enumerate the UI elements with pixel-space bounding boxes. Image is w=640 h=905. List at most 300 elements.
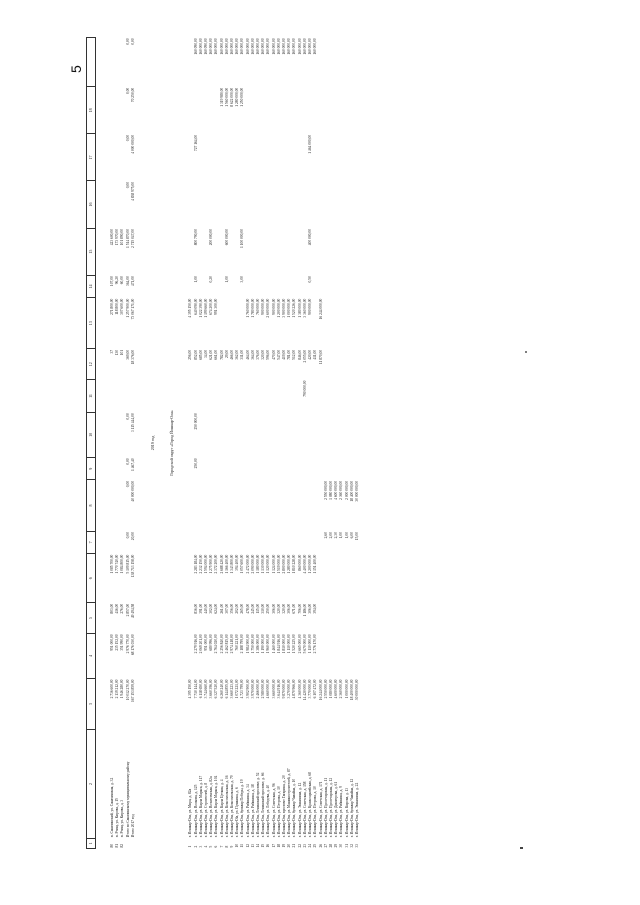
table-body <box>87 38 361 849</box>
table-cell: 1 594 000,00 <box>204 554 209 574</box>
table-cell: 3 360 000,00 <box>302 298 307 318</box>
table-cell: 803,00 <box>110 603 114 614</box>
table-cell: 19 <box>282 843 287 848</box>
table-cell: 369,00 <box>125 349 130 360</box>
table-cell: 1 <box>188 845 193 848</box>
table-cell: 1 960 000,00 <box>266 634 271 654</box>
table-cell: 3 <box>87 679 96 730</box>
table-cell: 2 600 000,00 <box>266 298 271 318</box>
table-cell: 49 494,58 <box>130 603 135 619</box>
table-cell: 15 <box>87 228 96 275</box>
table-cell: 160 000,00 <box>282 38 287 55</box>
table-cell: 1 460 000,00 <box>271 634 276 654</box>
table-cell: г. Йошкар-Ола, ул. Карла Маркса, д. 104 <box>214 775 219 838</box>
table-cell <box>355 457 360 480</box>
table-cell: 2019 год <box>150 435 156 451</box>
table-cell: 265,00 <box>240 603 245 614</box>
table-cell: 6 <box>214 845 219 848</box>
table-cell: 2,30 <box>334 532 339 539</box>
table-cell: 1 464 000,00 <box>308 134 313 154</box>
table-cell: 320,00 <box>261 349 266 360</box>
table-cell: 900 000,00 <box>271 298 276 315</box>
table-cell: 160 000,00 <box>292 38 297 55</box>
table-cell: г. Йошкар-Ола, ул. Комсомольская, д. 16 <box>224 775 229 838</box>
table-cell: 364,00 <box>125 276 130 287</box>
table-cell: 34,00 <box>204 349 209 358</box>
table-cell: 13 <box>250 843 255 848</box>
table-cell: 2 976 770,00 <box>125 634 130 654</box>
table-cell: 364,00 <box>250 349 255 360</box>
table-cell: 30 000 000,00 <box>354 480 359 502</box>
table-cell: 1 200 000,00 <box>276 298 281 318</box>
table-cell: 2 550 000,00 <box>323 480 328 500</box>
table-cell: 160 000,00 <box>214 38 219 55</box>
table-cell: 18 400 000,00 <box>349 679 354 701</box>
table-cell: 1 844 916,00 <box>276 634 281 654</box>
table-cell: 4 600 000,00 <box>334 679 339 699</box>
table-cell: г. Йошкар-Ола, ул. Рябинина, д. 9 <box>339 786 344 838</box>
table-cell: 6,00 <box>349 532 354 539</box>
table-cell: 6 118 650,00 <box>198 679 203 699</box>
table-cell: 13 <box>87 298 96 349</box>
table-cell: г. Йошкар-Ола, ул. Советская, д. 171 <box>318 781 323 838</box>
table-cell: 466,00 <box>230 349 235 360</box>
table-cell: 101 <box>120 349 125 356</box>
table-cell: 0,00 <box>125 532 130 539</box>
table-cell: 600 000,00 <box>224 229 229 246</box>
table-cell: 320,00 <box>276 603 281 614</box>
table-cell: 9 <box>230 845 235 848</box>
table-cell: 790 000,00 <box>302 380 307 397</box>
table-cell: 836,00 <box>193 603 198 614</box>
table-cell: 17 <box>271 843 276 848</box>
table-cell <box>355 554 360 603</box>
table-cell: 2 055,00 <box>302 349 307 363</box>
table-cell: 18 400 000,00 <box>349 480 354 502</box>
table-cell: 250 000,00 <box>193 413 198 430</box>
table-cell: 0,50 <box>308 276 313 283</box>
table-cell: 9 870 000,00 <box>282 679 287 699</box>
table-cell: 3 644 916,00 <box>276 679 281 699</box>
table-cell: 306,00 <box>308 603 313 614</box>
table-cell: г. Йошкар-Ола, ул. Пролетарская, д. 11 <box>323 777 328 838</box>
table-cell: 391,00 <box>198 603 203 614</box>
table-cell: 1 190 000,00 <box>261 634 266 654</box>
table-cell: 4 395 150,00 <box>188 679 193 699</box>
table-cell: 2 550 000,00 <box>323 679 328 699</box>
table-cell: г. Йошкар-Ола, ул. Лебедева, д. 40 <box>266 784 271 838</box>
table-cell: г. Йошкар-Ола, ул. Рябинина, д. 18 <box>250 784 255 838</box>
table-cell <box>355 298 360 349</box>
table-cell: 160 090,00 <box>193 38 198 55</box>
table-cell: г. Йошкар-Ола, ул. Строителей, д. 8 <box>204 782 209 838</box>
table-cell: 4 660 000,00 <box>266 679 271 699</box>
table-cell: 671,00 <box>292 603 297 614</box>
table-cell: 160 000,00 <box>224 38 229 55</box>
table-cell: г. Йошкар-Ола, бульвар Победы, д. 19 <box>240 779 245 838</box>
table-cell: 2 974 418,00 <box>230 634 235 654</box>
table-cell: г. Йошкар-Ола, ул. Карла Маркса, д. 117 <box>198 775 203 838</box>
table-cell: 27 <box>323 843 328 848</box>
table-cell: 5 <box>87 603 96 634</box>
table-cell: 37 <box>110 349 114 354</box>
table-cell: 624,00 <box>214 603 219 614</box>
table-cell: 547,00 <box>276 349 281 360</box>
table-cell: 3 660 000,00 <box>271 679 276 699</box>
table-cell <box>355 228 360 275</box>
table-cell: 2 688 420,00 <box>219 554 224 574</box>
spacer-row <box>155 38 169 849</box>
table-cell: 68 176 030,00 <box>130 634 135 656</box>
table-cell: 4 000 000,00 <box>130 134 135 154</box>
table-cell: 900 000,00 <box>308 298 313 315</box>
table-cell: 18 <box>276 843 281 848</box>
table-cell: 2 466 000,00 <box>256 679 261 699</box>
table-cell: 2 462 815,00 <box>224 634 229 654</box>
table-cell: 420,00 <box>308 349 313 360</box>
table-cell: 1 770 740,00 <box>115 554 120 574</box>
table-cell: 20 <box>287 843 292 848</box>
table-cell: 2 188 799,00 <box>240 634 245 654</box>
table-cell: 0,00 <box>125 458 130 465</box>
table-cell: 760 000,00 <box>256 298 261 315</box>
table-cell: 3 270 000,00 <box>287 679 292 699</box>
table-cell: 60,00 <box>120 276 125 285</box>
table-cell: 1 080 000,00 <box>328 679 333 699</box>
table-cell: 2 139 212,00 <box>115 679 120 699</box>
table-cell: 394 400,00 <box>235 554 240 571</box>
table-cell: 160 000,00 <box>266 38 271 55</box>
table-cell: 28 <box>328 843 333 848</box>
table-cell: 2 580 000,00 <box>261 679 266 699</box>
table-cell: 423 600,00 <box>110 229 114 246</box>
table-cell: 4 <box>87 634 96 679</box>
table-cell <box>136 38 150 849</box>
table-cell: 160 000,00 <box>230 38 235 55</box>
table-cell: 1 022 390,00 <box>198 298 203 318</box>
table-cell: 235 152,00 <box>115 634 120 651</box>
table-cell: 2 857,00 <box>125 603 130 617</box>
table-cell: 15,00 <box>354 532 359 541</box>
table-cell: 1 110 000,00 <box>287 634 292 654</box>
table-cell: 362,00 <box>235 349 240 360</box>
table-cell: г. Йошкар-Ола, ул. Вознесенская, д. 82а <box>209 776 214 838</box>
table-cell <box>355 603 360 634</box>
table-cell: 4 395 150,00 <box>188 298 193 318</box>
spacer-row <box>174 38 188 849</box>
table-cell: 6 107 472,00 <box>313 679 318 699</box>
table-cell: г. Йошкар-Ола, ул. Машиностроителей, д. 87 <box>287 768 292 838</box>
table-cell: 1 984 900,00 <box>245 634 250 654</box>
table-cell: 2 715 047,00 <box>130 229 135 248</box>
table-cell: 1 000 000,00 <box>287 298 292 318</box>
table-cell: 29 <box>334 843 339 848</box>
table-cell: 1 130 000,00 <box>261 554 266 574</box>
table-cell <box>355 275 360 298</box>
table-cell: 31 <box>344 843 349 848</box>
table-cell: 160 000,00 <box>271 38 276 55</box>
table-cell: 1 200 000,00 <box>308 554 313 574</box>
table-cell: 2 069 201,00 <box>198 634 203 654</box>
table-cell <box>155 38 169 849</box>
table-cell: 6 260 240,00 <box>219 679 224 699</box>
table-cell: 307 600,00 <box>120 298 125 315</box>
table-cell: 2 360 000,00 <box>339 679 344 699</box>
table-cell: 101 890,00 <box>120 229 125 246</box>
table-cell: Итого по Саначинскому муниципальному району <box>125 761 130 838</box>
table-cell: 419,00 <box>282 349 287 360</box>
table-cell: 1 110 000,00 <box>308 634 313 654</box>
table-cell: 1 257 900,00 <box>125 298 130 318</box>
table-cell: 30 000 000,00 <box>354 679 359 701</box>
table-cell <box>355 412 360 457</box>
table-cell: 2 736 600,00 <box>110 679 114 699</box>
table-cell: 160 000,00 <box>313 38 318 55</box>
table-cell: 29,00 <box>224 349 229 358</box>
table-cell: г. Йошкар-Ола, Ленинский проспект, д. 66 <box>261 772 266 838</box>
table-cell: 10 012 270,00 <box>125 679 130 701</box>
table-cell: 0,00 <box>125 182 130 189</box>
table-cell: г. Йошкар-Ола, ул. Петрова, д. 10 <box>276 786 281 838</box>
table-cell: 2 256 840,00 <box>219 634 224 654</box>
margin-mark <box>520 847 523 849</box>
table-cell: 21 <box>292 843 297 848</box>
table-cell: 351 990,00 <box>120 634 125 651</box>
table-cell: 411,00 <box>313 349 318 360</box>
table-cell: 18 <box>87 87 96 134</box>
table-cell: 0,00 <box>125 38 130 45</box>
table-cell: 17 <box>87 134 96 181</box>
table-cell: 685,00 <box>198 349 203 360</box>
table-cell: 5 670 000,00 <box>302 634 307 654</box>
table-cell: 1 072 221,00 <box>235 679 240 699</box>
table-cell: 1 084 800,00 <box>120 554 125 574</box>
table-cell: 661,00 <box>214 349 219 360</box>
scan-speck <box>525 351 527 353</box>
table-cell: 10 <box>235 843 240 848</box>
table-cell <box>96 38 111 849</box>
table-cell: 991 300,00 <box>214 298 219 315</box>
table-cell: 160 000,00 <box>245 38 250 55</box>
table-cell: 0,00 <box>125 134 130 142</box>
table-cell: 0,00 <box>125 413 130 420</box>
table-cell: 1 180 000,00 <box>256 554 261 574</box>
table-cell: 1 151 400,00 <box>313 554 318 574</box>
header-row <box>87 38 96 849</box>
table-cell: г. Йошкар-Ола, ул. Советская, д. 158 <box>302 781 307 838</box>
table-cell: г. Йошкар-Ола, ул. Пролетарская, д. 12 <box>328 777 333 838</box>
table-cell: 307,00 <box>224 603 229 614</box>
table-cell: 852,00 <box>193 349 198 360</box>
table-cell: Городской округ «Город Йошкар-Ола» <box>169 410 175 476</box>
table-cell: 271 800,00 <box>110 298 114 315</box>
table-cell: 3 115 444,00 <box>130 413 135 433</box>
table-cell: 130 <box>115 349 120 356</box>
table-cell: 4 <box>204 845 209 848</box>
table-cell: 32 <box>349 843 354 848</box>
table-cell: г. Йошкар-Ола, ул. Советская, д. 96 <box>271 783 276 838</box>
table-cell: 23 <box>302 843 307 848</box>
table-cell: 4 870 966,00 <box>292 679 297 699</box>
table-cell: 1 380 000,00 <box>297 298 302 318</box>
table-cell: 22 <box>297 843 302 848</box>
table-cell: 1 467,40 <box>130 458 135 471</box>
table-cell: 15 <box>261 843 266 848</box>
table-cell: 4 838 975,00 <box>130 182 135 201</box>
table-cell: 160 000,00 <box>256 38 261 55</box>
table-cell: 951 000,00 <box>204 634 209 651</box>
table-cell: 20,00 <box>130 532 135 541</box>
table-cell: 1 275 900,00 <box>209 554 214 574</box>
table-cell: 12 <box>245 843 250 848</box>
table-cell: 167 153 859,00 <box>130 679 135 703</box>
table-cell: 81 <box>115 843 120 848</box>
table-cell: 138 713 158,00 <box>130 554 135 578</box>
table-cell: 16 <box>87 181 96 228</box>
table-cell: 3 660 396,00 <box>209 679 214 699</box>
table-cell: 781,00 <box>287 349 292 360</box>
table-cell: 471,00 <box>130 276 135 287</box>
table-cell: г. Йошкар-Ола, бульвар Чавайна, д. 12 <box>349 778 354 838</box>
table-cell: 376,00 <box>256 349 261 360</box>
table-cell: 394,00 <box>313 603 318 614</box>
table-cell: 202,00 <box>235 603 240 614</box>
table-cell: 26 <box>318 843 323 848</box>
table-cell: 1 080 000,00 <box>328 480 333 500</box>
table-cell: 674 200,00 <box>209 298 214 315</box>
table-cell: 1 780 000,00 <box>250 298 255 318</box>
table-cell: 621,00 <box>209 349 214 360</box>
table-cell: 7 <box>87 531 96 554</box>
table-cell: 25 <box>313 843 318 848</box>
table-cell: 760 221,00 <box>235 634 240 651</box>
table-cell: 2 764 020,00 <box>214 634 219 654</box>
table-cell: 440,00 <box>204 603 209 614</box>
table-cell: 1,00 <box>224 276 229 283</box>
table-cell: 12 <box>87 349 96 380</box>
table-cell: 596,00 <box>266 349 271 360</box>
table-cell: 276,00 <box>120 603 125 614</box>
table-cell: 846,00 <box>297 349 302 360</box>
table-cell: 160 000,00 <box>250 38 255 55</box>
table-cell: г. Йошкар-Ола, бульвар Чавайна, д. 10 <box>292 778 297 838</box>
table-cell: г. Йошкар-Ола, Ленинский проспект, д. 52 <box>256 772 261 838</box>
table-cell: 470,00 <box>271 349 276 360</box>
table-cell: 860 000,00 <box>297 554 302 571</box>
table-cell: 800 790,00 <box>193 229 198 246</box>
table-cell: 1 810 228,00 <box>292 554 297 574</box>
table-cell: 706,00 <box>297 603 302 614</box>
table-cell: 1 120 000,00 <box>266 554 271 574</box>
table-cell: 160 090,00 <box>204 38 209 55</box>
table-cell: 1 280 000,00 <box>287 554 292 574</box>
table-cell: 1 <box>87 838 96 848</box>
page-number: 5 <box>68 65 84 73</box>
table-cell: 0,00 <box>125 87 130 95</box>
table-cell <box>355 134 360 181</box>
table-cell: 0,20 <box>209 276 214 283</box>
table-cell: 9 <box>87 457 96 480</box>
table-cell: 5 109 815,00 <box>125 554 130 574</box>
table-cell: 727 164,00 <box>193 134 198 152</box>
table-cell: 306,00 <box>287 603 292 614</box>
table-cell: г. Йошкар-Ола, проспект Гагарина, д. 20 <box>282 775 287 838</box>
table-cell: 1 124 000,00 <box>271 554 276 574</box>
table-cell: 160 000,00 <box>302 38 307 55</box>
table-cell: 1 519 000,00 <box>276 554 281 574</box>
table-cell: 1 057 600,00 <box>240 554 245 574</box>
table-cell: 680 996,00 <box>209 634 214 651</box>
table-cell: 3 660 223,00 <box>230 679 235 699</box>
table-cell: 33 <box>354 843 359 848</box>
table-cell: 1 810 000,00 <box>282 634 287 654</box>
table-cell: 1 186,00 <box>302 603 307 617</box>
table-cell: г. Йошкар-Ола, ул. Эшкинина, д. 12 <box>297 782 302 838</box>
data-table <box>86 37 360 849</box>
table-cell: 261,00 <box>219 603 224 614</box>
table-cell: п. Ртищ, ул. Кирова, д. 15 <box>115 798 120 838</box>
table-cell: 951 000,00 <box>110 634 114 651</box>
table-cell: 2,60 <box>323 532 328 539</box>
table-cell: 160 000,00 <box>287 38 292 55</box>
table-cell: 900 000,00 <box>261 298 266 315</box>
table-cell: 1 514 870,00 <box>125 229 130 248</box>
table-cell: 464,00 <box>245 349 250 360</box>
table-cell: 96,20 <box>115 276 120 285</box>
table-row <box>355 38 360 849</box>
table-cell: 4 600 000,00 <box>334 480 339 500</box>
table-cell: 115,00 <box>256 603 261 614</box>
table-cell: 3 902 900,00 <box>245 679 250 699</box>
table-cell: 245,00 <box>250 603 255 614</box>
table-cell: 320,00 <box>282 603 287 614</box>
table-cell: 8 622 000,00 <box>230 87 235 107</box>
table-cell: 1 560 000,00 <box>224 87 229 107</box>
table-cell <box>355 634 360 679</box>
table-cell: 3 900 000,00 <box>282 298 287 318</box>
table-cell <box>87 38 96 87</box>
table-cell: 70 250,00 <box>130 87 135 103</box>
table-cell <box>355 349 360 380</box>
table-cell: 14 <box>256 843 261 848</box>
table-cell: 16 244 000,00 <box>318 298 323 320</box>
table-cell: 80 <box>110 843 114 848</box>
table-cell: 400 000,00 <box>308 229 313 246</box>
table-cell: 302,00 <box>209 603 214 614</box>
table-cell: 416,00 <box>115 603 120 614</box>
table-cell: 160 000,00 <box>235 38 240 55</box>
table-cell: 160 000,00 <box>308 38 313 55</box>
table-cell: 3 744 660,00 <box>204 679 209 699</box>
table-cell: 11 <box>87 380 96 413</box>
table-cell: 6 327 520,00 <box>214 679 219 699</box>
table-cell: 2 090 000,00 <box>250 554 255 574</box>
table-cell: 14 420 000,00 <box>302 679 307 701</box>
table-cell: 40 000 000,00 <box>130 480 135 502</box>
table-cell: 640 090,00 <box>193 298 198 315</box>
table-cell: 160 000,00 <box>297 38 302 55</box>
table-cell: г. Йошкар-Ола, ул. Мира, д. 82а <box>188 788 193 838</box>
table-cell: 2 472 000,00 <box>245 554 250 574</box>
table-cell: 173 970,00 <box>115 229 120 246</box>
table-cell: 11 <box>240 844 245 848</box>
table-cell: 311,00 <box>240 349 245 360</box>
table-cell: г. Йошкар-Ола, ул. Карла Цеткин, д. 4 <box>219 779 224 838</box>
table-cell: 160 000,00 <box>240 38 245 55</box>
table-cell: 3,00 <box>240 276 245 283</box>
table-cell: г. Йошкар-Ола, ул. Эшкинина, д. 22 <box>354 782 359 838</box>
table-cell: 1 343 800,00 <box>230 554 235 574</box>
